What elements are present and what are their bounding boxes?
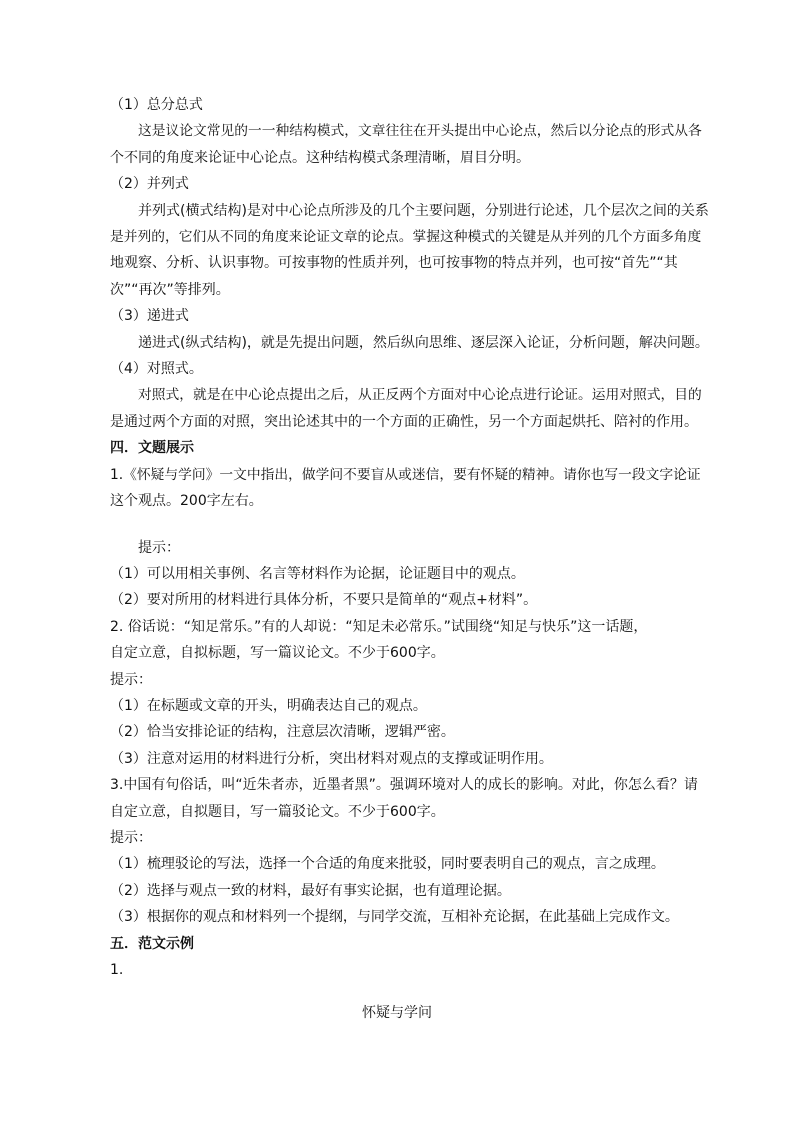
item4-body-line-1: 对照式，就是在中心论点提出之后，从正反两个方面对中心论点进行论证。运用对照式，目的	[138, 387, 702, 404]
question1-line-2: 这个观点。200字左右。	[110, 493, 263, 510]
item3-title: （3）递进式	[110, 308, 189, 325]
section4-heading: 四．文题展示	[110, 440, 194, 457]
question3-hint-3: （3）根据你的观点和材料列一个提纲，与同学交流，互相补充论据，在此基础上完成作文。	[110, 909, 679, 926]
item2-body-line-4: 次”“再次”等排列。	[110, 281, 230, 298]
question2-hint-1: （1）在标题或文章的开头，明确表达自己的观点。	[110, 697, 427, 714]
item2-body-line-2: 是并列的，它们从不同的角度来论证文章的论点。掌握这种模式的关键是从并列的几个方面多角度	[110, 229, 702, 246]
item1-title: （1）总分总式	[110, 97, 203, 113]
question3-hint-2: （2）选择与观点一致的材料，最好有事实论据，也有道理论据。	[110, 882, 511, 899]
document-body	[110, 92, 710, 983]
question1-hint-label: 提示：	[138, 539, 180, 556]
question2-hint-3: （3）注意对运用的材料进行分析，突出材料对观点的支撑或证明作用。	[110, 750, 553, 767]
question1-line-1: 1.《怀疑与学问》一文中指出，做学问不要盲从或迷信，要有怀疑的精神。请你也写一段文字论证	[110, 466, 701, 483]
sample-item-number: 1.	[110, 962, 124, 978]
item1-body-line-1: 这是议论文常见的一一种结构模式，文章往往在开头提出中心论点，然后以分论点的形式从各	[138, 123, 702, 140]
question3-hint-label: 提示：	[110, 829, 152, 846]
item3-body-line-1: 递进式(纵式结构)，就是先提出问题，然后纵向思维、逐层深入论证，分析问题，解决问题。	[138, 334, 709, 351]
item1-body-line-2: 个不同的角度来论证中心论点。这种结构模式条理清晰，眉目分明。	[110, 149, 530, 166]
question1-hint-1: （1）可以用相关事例、名言等材料作为论据，论证题目中的观点。	[110, 565, 525, 582]
question3-line-2: 自定立意，自拟题目，写一篇驳论文。不少于600字。	[110, 803, 445, 820]
spacer	[110, 515, 710, 535]
item2-title: （2）并列式	[110, 176, 189, 193]
question1-hint-2: （2）要对所用的材料进行具体分析，不要只是简单的“观点+材料”。	[110, 592, 538, 609]
question2-hint-2: （2）恰当安排论证的结构，注意层次清晰，逻辑严密。	[110, 724, 455, 741]
question3-hint-1: （1）梳理驳论的写法，选择一个合适的角度来批驳，同时要表明自己的观点，言之成理。	[110, 856, 665, 873]
section5-heading: 五．范文示例	[110, 935, 194, 952]
question2-line-2: 自定立意，自拟标题，写一篇议论文。不少于600字。	[110, 645, 445, 662]
question2-hint-label: 提示：	[110, 671, 152, 688]
item2-body-line-1: 并列式(横式结构)是对中心论点所涉及的几个主要问题，分别进行论述，几个层次之间的关系	[138, 202, 709, 219]
essay-title: 怀疑与学问	[362, 1005, 432, 1021]
question2-line-1: 2. 俗话说：“知足常乐。”有的人却说：“知足未必常乐。”试围绕“知足与快乐”这一话题，	[110, 618, 648, 635]
item2-body-line-3: 地观察、分析、认识事物。可按事物的性质并列，也可按事物的特点并列，也可按“首先”“其	[110, 255, 678, 272]
item4-title: （4）对照式。	[110, 361, 203, 378]
item4-body-line-2: 是通过两个方面的对照，突出论述其中的一个方面的正确性，另一个方面起烘托、陪衬的作用。	[110, 413, 698, 430]
question3-line-1: 3.中国有句俗话，叫“近朱者赤，近墨者黑”。强调环境对人的成长的影响。对此，你怎么看？请	[110, 777, 698, 794]
